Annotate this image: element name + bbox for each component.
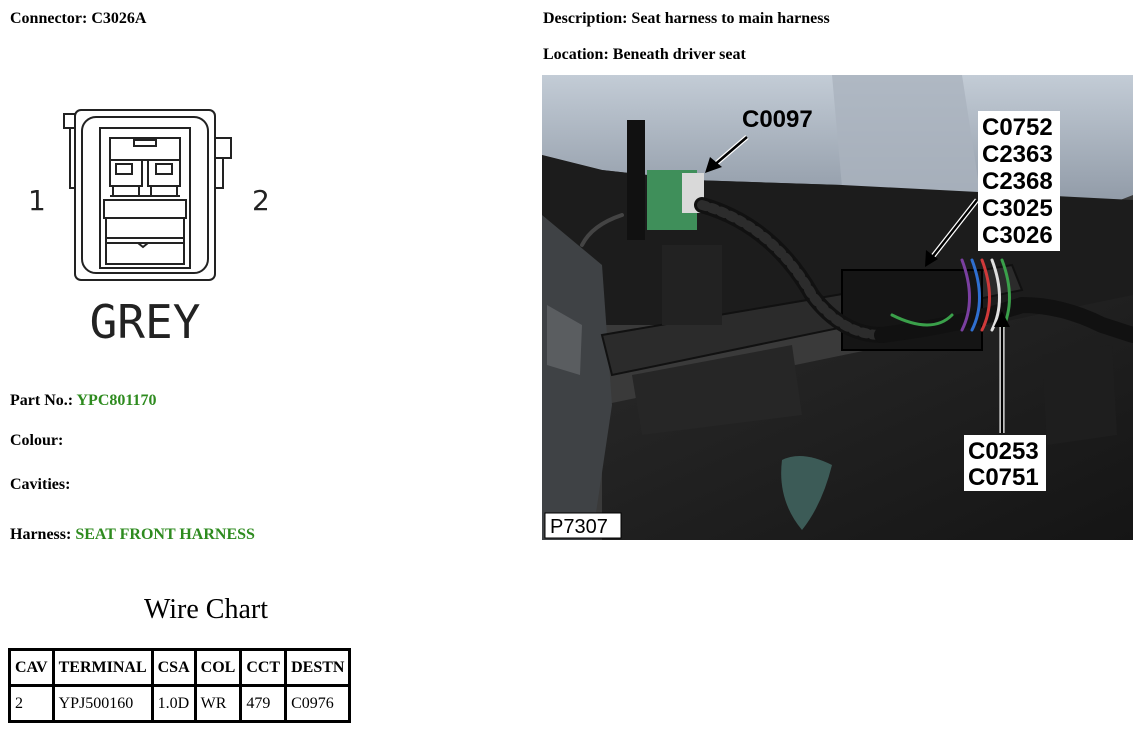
callout-right-3: C2368	[982, 168, 1053, 195]
callout-right-5: C3026	[982, 222, 1053, 249]
connector-color-text: GREY	[89, 295, 201, 349]
cell-destn: C0976	[286, 686, 350, 722]
description-label: Description: Seat harness to main harness	[543, 10, 830, 27]
table-row	[10, 686, 350, 722]
pin-1-label: 1	[28, 184, 46, 217]
harness-row	[10, 526, 255, 544]
harness-label: Harness:	[10, 526, 72, 543]
header-csa: CSA	[152, 650, 195, 686]
cell-col: WR	[195, 686, 241, 722]
callout-right-4: C3025	[982, 195, 1053, 222]
callout-right-1: C0752	[982, 114, 1053, 141]
cell-csa: 1.0D	[152, 686, 195, 722]
cell-cct: 479	[241, 686, 286, 722]
callout-bottom-2: C0751	[968, 464, 1039, 491]
cell-terminal: YPJ500160	[53, 686, 152, 722]
colour-label: Colour:	[10, 432, 64, 449]
table-header-row	[10, 650, 350, 686]
connector-diagram	[20, 100, 300, 350]
header-cav: CAV	[10, 650, 54, 686]
cavities-label: Cavities:	[10, 476, 71, 493]
callout-c0097: C0097	[742, 106, 813, 133]
connector-label: Connector: C3026A	[10, 10, 147, 27]
part-no-label: Part No.:	[10, 392, 74, 409]
harness-location-photo	[542, 75, 1133, 540]
part-no-row	[10, 392, 157, 410]
header-terminal: TERMINAL	[53, 650, 152, 686]
callout-bottom-1: C0253	[968, 438, 1039, 465]
location-label: Location: Beneath driver seat	[543, 46, 746, 63]
callout-right-2: C2363	[982, 141, 1053, 168]
cell-cav: 2	[10, 686, 54, 722]
header-destn: DESTN	[286, 650, 350, 686]
wire-chart-title: Wire Chart	[143, 594, 269, 625]
harness-value: SEAT FRONT HARNESS	[75, 526, 255, 543]
pin-2-label: 2	[252, 184, 270, 217]
part-no-value: YPC801170	[76, 392, 157, 409]
wire-chart-table	[8, 648, 351, 723]
header-col: COL	[195, 650, 241, 686]
photo-id-label: P7307	[550, 516, 608, 538]
header-cct: CCT	[241, 650, 286, 686]
